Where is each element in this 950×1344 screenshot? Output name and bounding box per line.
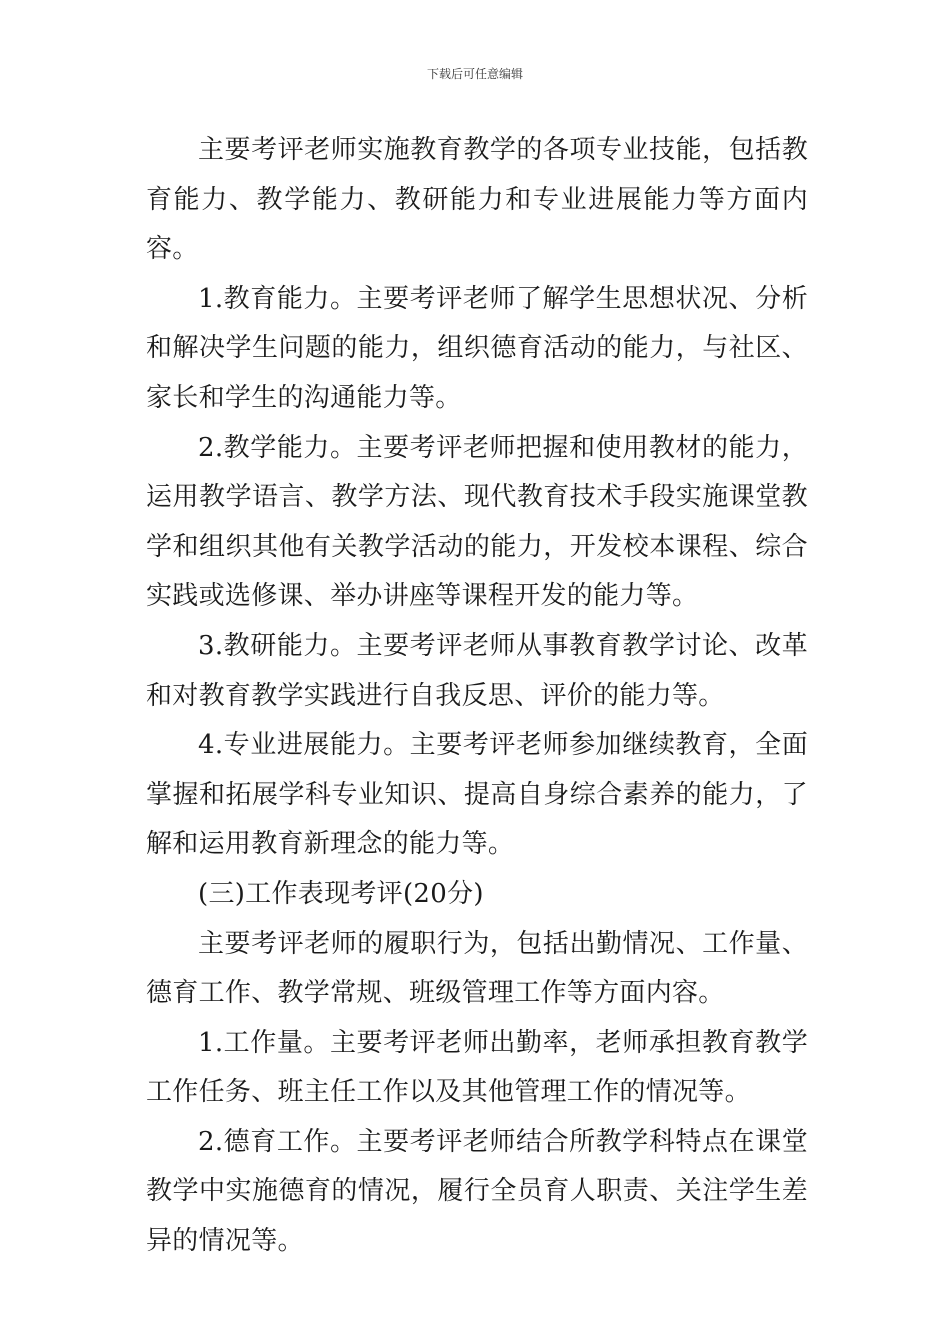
paragraph-work-performance-intro: 主要考评老师的履职行为，包括出勤情况、工作量、德育工作、教学常规、班级管理工作等方面内容。 xyxy=(146,928,808,1009)
paragraph-education-ability: 1.教育能力。主要考评老师了解学生思想状况、分析和解决学生问题的能力，组织德育活动的能力，与社区、家长和学生的沟通能力等。 xyxy=(146,283,808,413)
section-heading-work-performance: (三)工作表现考评(20分) xyxy=(198,878,484,909)
document-body xyxy=(146,126,808,1267)
paragraph-teaching-ability: 2.教学能力。主要考评老师把握和使用教材的能力，运用教学语言、教学方法、现代教育技术手段实施课堂教学和组织其他有关教学活动的能力，开发校本课程、综合实践或选修课、举办讲座等课程开发的能力等。 xyxy=(146,432,808,612)
paragraph-intro: 主要考评老师实施教育教学的各项专业技能，包括教育能力、教学能力、教研能力和专业进展能力等方面内容。 xyxy=(146,135,808,265)
paragraph-workload: 1.工作量。主要考评老师出勤率，老师承担教育教学工作任务、班主任工作以及其他管理工作的情况等。 xyxy=(146,1027,808,1108)
paragraph-research-ability: 3.教研能力。主要考评老师从事教育教学讨论、改革和对教育教学实践进行自我反思、评价的能力等。 xyxy=(146,630,808,711)
paragraph-professional-development: 4.专业进展能力。主要考评老师参加继续教育，全面掌握和拓展学科专业知识、提高自身综合素养的能力，了解和运用教育新理念的能力等。 xyxy=(146,730,808,860)
page-header: 下载后可任意编辑 xyxy=(426,67,523,81)
paragraph-moral-education: 2.德育工作。主要考评老师结合所教学科特点在课堂教学中实施德育的情况，履行全员育人职责、关注学生差异的情况等。 xyxy=(146,1126,808,1257)
